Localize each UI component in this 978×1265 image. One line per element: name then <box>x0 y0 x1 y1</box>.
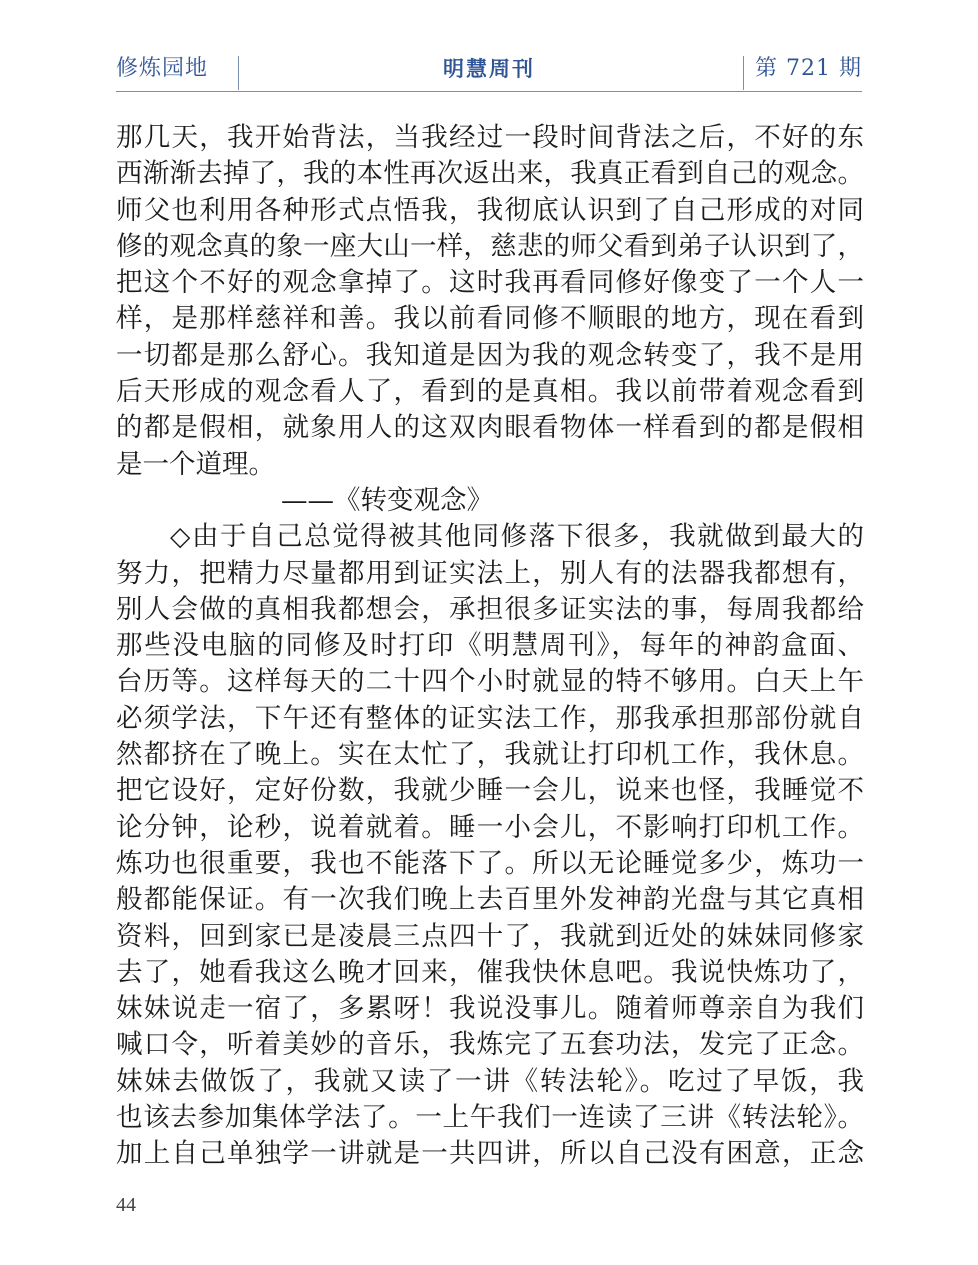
text-line: 别人会做的真相我都想会，承担很多证实法的事，每周我都给 <box>116 593 864 625</box>
article-body <box>116 120 864 1173</box>
text-line: 把这个不好的观念拿掉了。这时我再看同修好像变了一个人一 <box>116 267 864 299</box>
text-line: 台历等。这样每天的二十四个小时就显的特不够用。白天上午 <box>116 666 864 698</box>
article-attribution: ——《转变观念》 <box>281 484 493 516</box>
text-line: 西渐渐去掉了，我的本性再次返出来，我真正看到自己的观念。 <box>116 158 864 190</box>
text-line: 妹妹说走一宿了，多累呀！我说没事儿。随着师尊亲自为我们 <box>116 993 864 1025</box>
text-line: 资料，回到家已是凌晨三点四十了，我就到近处的妹妹同修家 <box>116 920 864 952</box>
text-line: 一切都是那么舒心。我知道是因为我的观念转变了，我不是用 <box>116 339 864 371</box>
text-line: 后天形成的观念看人了，看到的是真相。我以前带着观念看到 <box>116 376 864 408</box>
section-title: 修炼园地 <box>116 56 209 81</box>
text-line: 也该去参加集体学法了。一上午我们一连读了三讲《转法轮》。 <box>116 1102 864 1134</box>
text-line: 是一个道理。 <box>116 448 275 480</box>
publication-title: 明慧周刊 <box>443 57 535 81</box>
text-line: 修的观念真的象一座大山一样，慈悲的师父看到弟子认识到了， <box>116 230 864 262</box>
text-line: 去了，她看我这么晚才回来，催我快休息吧。我说快炼功了， <box>116 956 864 988</box>
text-line: 的都是假相，就象用人的这双肉眼看物体一样看到的都是假相 <box>116 412 864 444</box>
text-line: 把它设好，定好份数，我就少睡一会儿，说来也怪，我睡觉不 <box>116 775 864 807</box>
text-line: 然都挤在了晚上。实在太忙了，我就让打印机工作，我休息。 <box>116 739 864 771</box>
text-line: 论分钟，论秒，说着就着。睡一小会儿，不影响打印机工作。 <box>116 811 864 843</box>
text-line: 喊口令，听着美妙的音乐，我炼完了五套功法，发完了正念。 <box>116 1029 864 1061</box>
issue-number: 第 721 期 <box>755 56 862 81</box>
text-line: 妹妹去做饭了，我就又读了一讲《转法轮》。吃过了早饭，我 <box>116 1065 864 1097</box>
text-line: ◇由于自己总觉得被其他同修落下很多，我就做到最大的 <box>170 521 864 553</box>
page-header <box>116 50 862 92</box>
text-line: 那些没电脑的同修及时打印《明慧周刊》，每年的神韵盒面、 <box>116 630 864 662</box>
text-line: 样，是那样慈祥和善。我以前看同修不顺眼的地方，现在看到 <box>116 303 864 335</box>
text-line: 那几天，我开始背法，当我经过一段时间背法之后，不好的东 <box>116 122 864 153</box>
text-line: 努力，把精力尽量都用到证实法上，别人有的法器我都想有， <box>116 557 864 589</box>
text-line: 般都能保证。有一次我们晚上去百里外发神韵光盘与其它真相 <box>116 884 864 916</box>
page-number: 44 <box>116 1194 136 1216</box>
header-divider-right <box>743 56 744 90</box>
text-line: 必须学法，下午还有整体的证实法工作，那我承担那部份就自 <box>116 702 864 734</box>
text-line: 炼功也很重要，我也不能落下了。所以无论睡觉多少，炼功一 <box>116 847 864 879</box>
text-line: 加上自己单独学一讲就是一共四讲，所以自己没有困意，正念 <box>116 1138 864 1170</box>
text-line: 师父也利用各种形式点悟我，我彻底认识到了自己形成的对同 <box>116 194 864 226</box>
